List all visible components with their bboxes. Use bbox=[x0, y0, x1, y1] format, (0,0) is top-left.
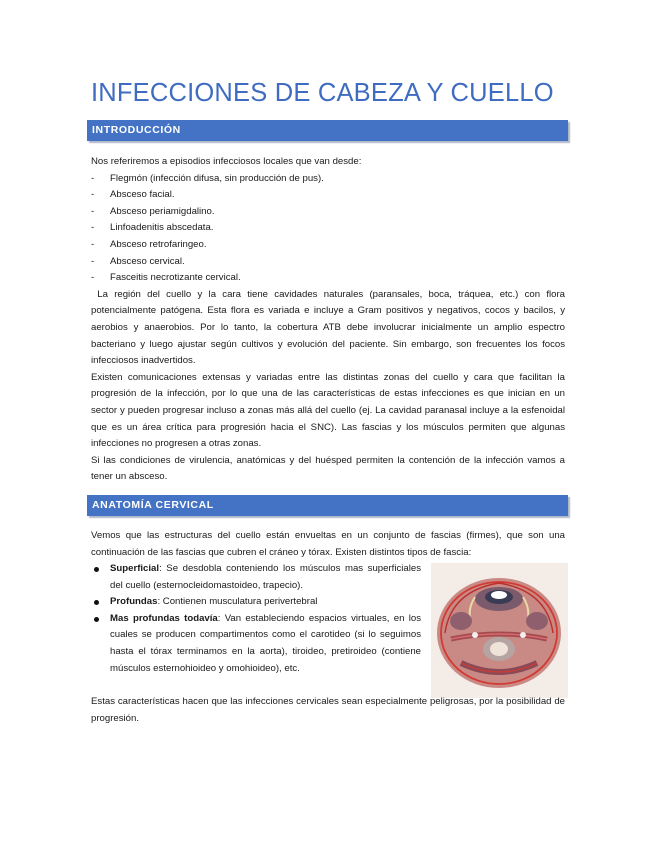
intro-paragraph-flora: La región del cuello y la cara tiene cavidades naturales (paransales, boca, tráquea, etc.) con flora potencialmente patógena. Esta flora es variada e incluye a Gram positivos y negativos, cocos y bacilos, y aerobios y anaerobios. Por lo tanto, la cobertura ATB debe involucrar inicialmente un amplio espectro bacteriano y luego ajustar según cultivos y evolución del paciente. Sin embargo, son frecuentes los focos infecciosos inadvertidos. bbox=[91, 288, 568, 367]
intro-section-body bbox=[91, 154, 568, 486]
list-item: - Absceso retrofaringeo. bbox=[91, 238, 207, 250]
anatomy-closing: Estas características hacen que las infecciones cervicales sean especialmente peligrosas, por la posibilidad de progresión. bbox=[91, 696, 565, 724]
list-item: - Linfoadenitis abscedata. bbox=[91, 222, 214, 234]
list-item: - Absceso cervical. bbox=[91, 255, 185, 267]
anatomy-lead: Vemos que las estructuras del cuello están envueltas en un conjunto de fascias (firmes), que son una continuación de las fascias que cubren el cráneo y tórax. Existen distintos tipos de fascia: bbox=[91, 530, 565, 558]
list-item: - Absceso periamigdalino. bbox=[91, 205, 215, 217]
section-header-introduccion: INTRODUCCIÓN bbox=[87, 120, 568, 141]
intro-paragraph-communications: Existen comunicaciones extensas y variadas entre las distintas zonas del cuello y cara que facilitan la progresión de la infección, por lo que una de las características de estas infecciones es que inician en un sector y pueden progresar incluso a zonas más allá del cuello (ej. La cavidad paranasal incluye a la esfenoidal que es un área crítica para progresión hacia el SNC). Las fascias y los músculos permiten que algunas infecciones no progresen a otras zonas. bbox=[91, 371, 565, 450]
list-item: Superficial: Se desdobla conteniendo los músculos mas superficiales del cuello (esternocleidomastoideo, trapecio). bbox=[91, 561, 421, 594]
neck-anatomy-illustration bbox=[431, 563, 568, 698]
intro-paragraph-abscess: Si las condiciones de virulencia, anatómicas y del huésped permiten la contención de la infección vamos a tener un absceso. bbox=[91, 454, 565, 483]
intro-lead: Nos referiremos a episodios infecciosos locales que van desde: bbox=[91, 156, 362, 167]
list-item: - Fasceitis necrotizante cervical. bbox=[91, 272, 241, 284]
section-header-anatomia: ANATOMÍA CERVICAL bbox=[87, 495, 568, 516]
page-title: INFECCIONES DE CABEZA Y CUELLO bbox=[91, 79, 554, 107]
list-item: Profundas: Contienen musculatura perivertebral bbox=[91, 594, 421, 611]
fascia-bullet-list bbox=[91, 561, 421, 677]
neck-cross-section-image bbox=[431, 563, 568, 698]
infection-list bbox=[91, 171, 565, 287]
list-item: Mas profundas todavía: Van estableciendo espacios virtuales, en los cuales se producen compartimentos como el carotideo (si lo seguimos hasta el tórax terminamos en la aorta), tiroideo, pretiroideo (contiene músculos esternohioideo y omohioideo), etc. bbox=[91, 611, 421, 677]
list-item: - Flegmón (infección difusa, sin producción de pus). bbox=[91, 172, 324, 184]
list-item: - Absceso facial. bbox=[91, 189, 175, 201]
